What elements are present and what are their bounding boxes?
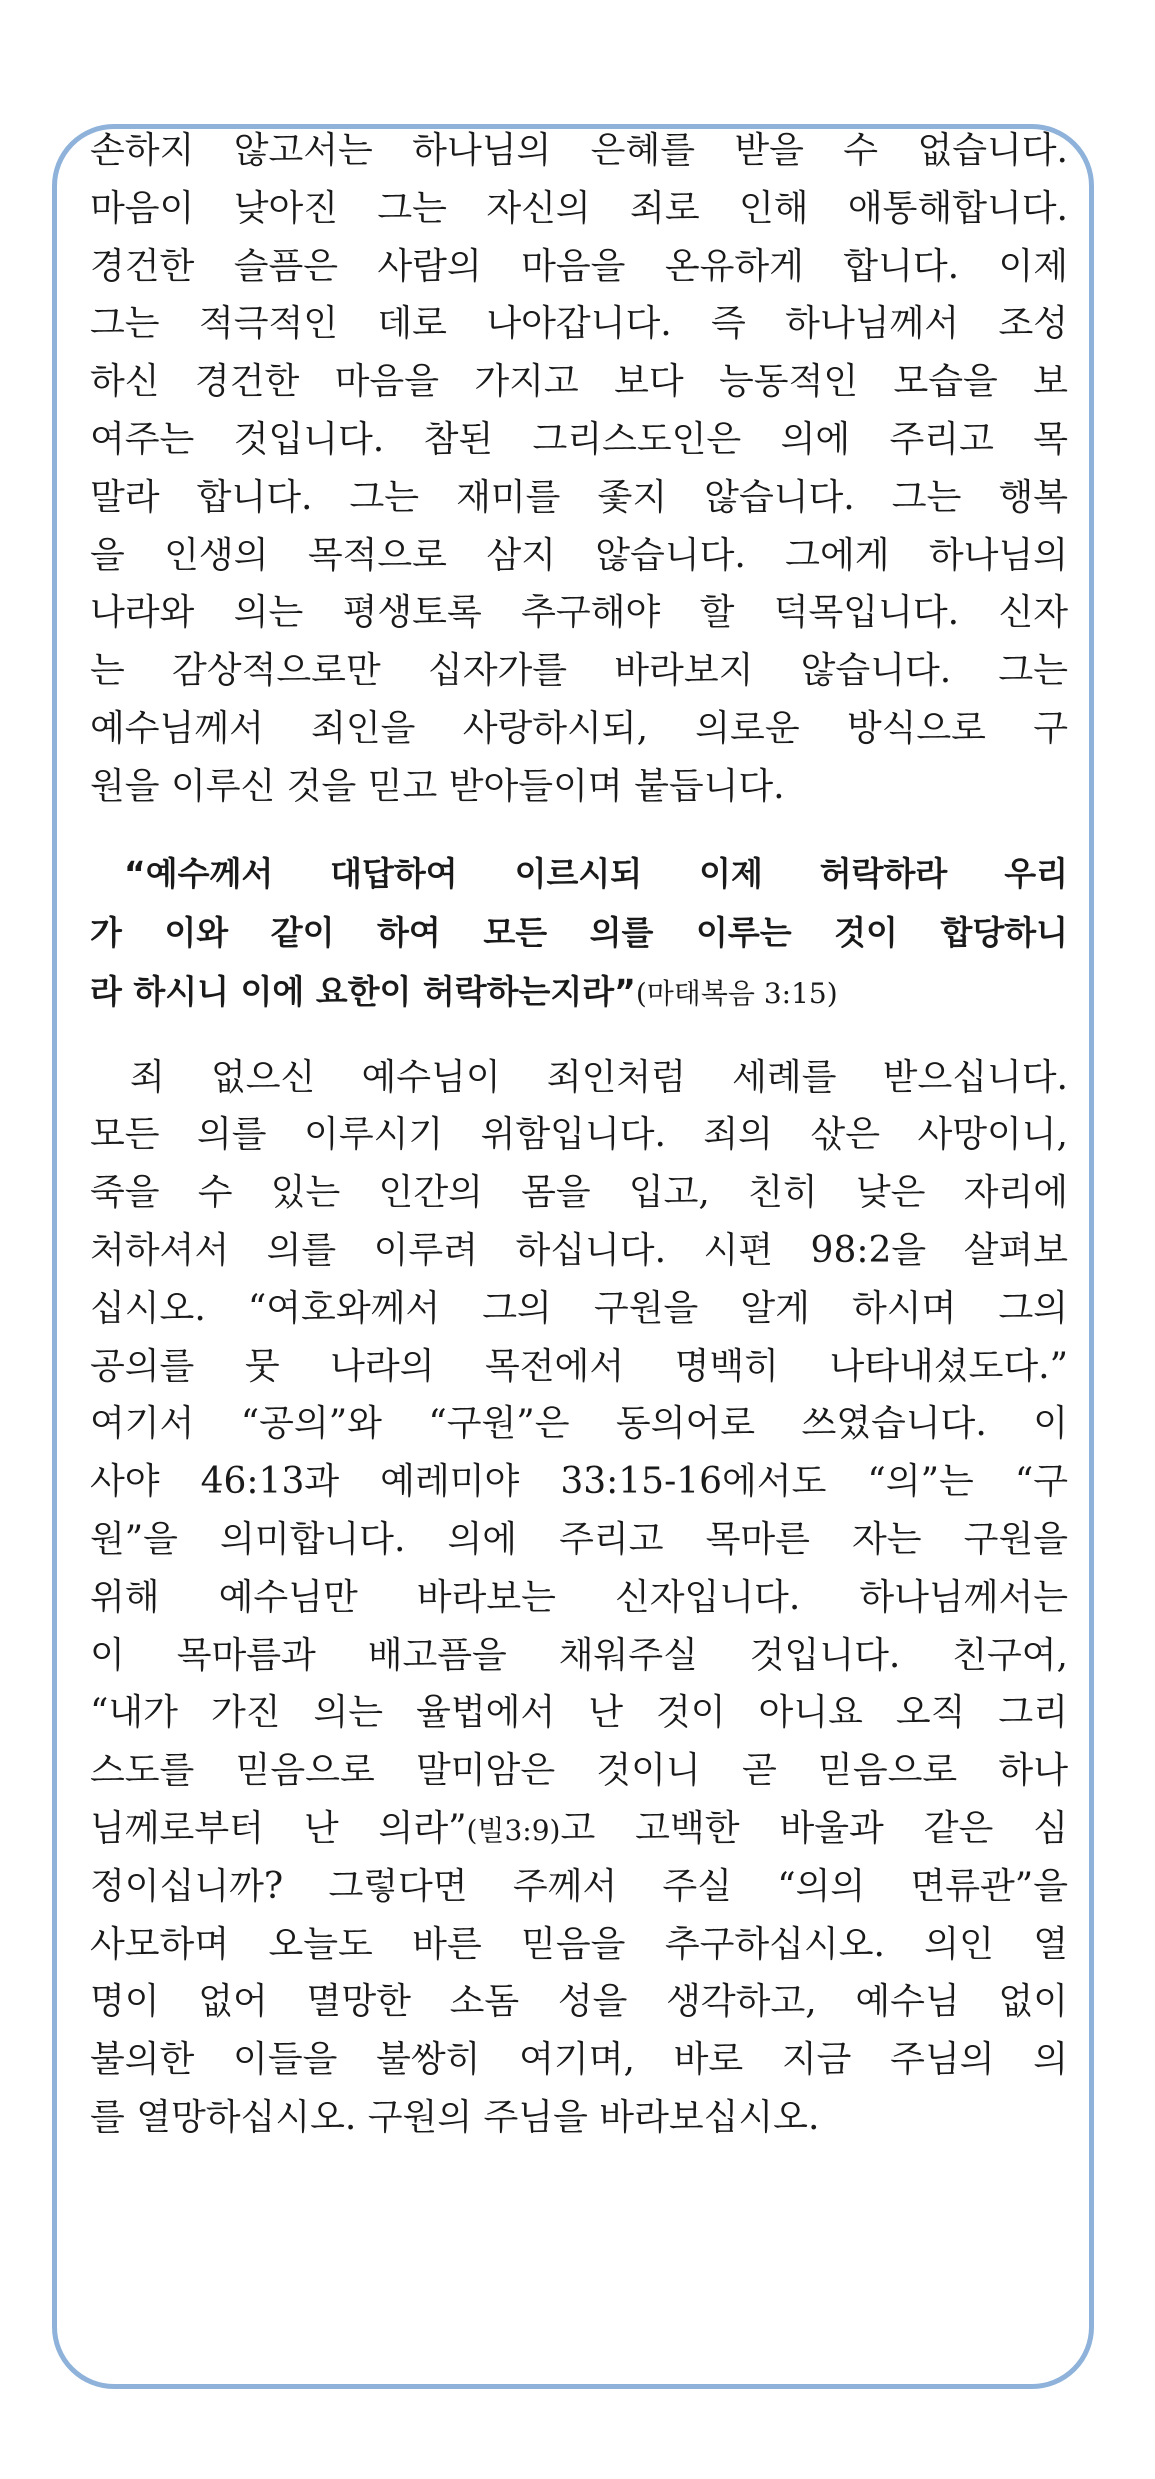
text-line: 마음이 낮아진 그는 자신의 죄로 인해 애통해합니다. (90, 187, 1068, 229)
text-line: 처하셔서 의를 이루려 하십니다. 시편 98:2을 살펴보 (90, 1229, 1068, 1271)
text-line: 하신 경건한 마음을 가지고 보다 능동적인 모습을 보 (90, 361, 1068, 403)
paragraph-1 (90, 122, 1068, 816)
text-line: 나라와 의는 평생토록 추구해야 할 덕목입니다. 신자 (90, 592, 1068, 634)
text-line: 불의한 이들을 불쌍히 여기며, 바로 지금 주님의 의 (90, 2039, 1068, 2081)
text-line: 를 열망하십시오. 구원의 주님을 바라보십시오. (90, 2096, 820, 2138)
text-line: 예수님께서 죄인을 사랑하시되, 의로운 방식으로 구 (90, 707, 1068, 749)
text-line: 그는 적극적인 데로 나아갑니다. 즉 하나님께서 조성 (90, 303, 1068, 345)
text-line: “내가 가진 의는 율법에서 난 것이 아니요 오직 그리 (90, 1692, 1068, 1734)
text-line: 모든 의를 이루시기 위함입니다. 죄의 삯은 사망이니, (90, 1114, 1068, 1156)
quote-line-last (90, 962, 1068, 1021)
quote-line: 가 이와 같이 하여 모든 의를 이루는 것이 합당하니 (90, 912, 1068, 952)
paragraph-2 (90, 1049, 1068, 2147)
text-line: 을 인생의 목적으로 삼지 않습니다. 그에게 하나님의 (90, 534, 1068, 576)
text-line: 손하지 않고서는 하나님의 은혜를 받을 수 없습니다. (90, 130, 1068, 171)
text-line: 이 목마름과 배고픔을 채워주실 것입니다. 친구여, (90, 1634, 1068, 1676)
text-before-ref: 님께로부터 난 의라” (90, 1807, 467, 1849)
text-line: 스도를 믿음으로 말미암은 것이니 곧 믿음으로 하나 (90, 1750, 1068, 1792)
text-line: 위해 예수님만 바라보는 신자입니다. 하나님께서는 (90, 1576, 1068, 1618)
text-line: 여기서 “공의”와 “구원”은 동의어로 쓰였습니다. 이 (90, 1403, 1068, 1445)
text-line: 명이 없어 멸망한 소돔 성을 생각하고, 예수님 없이 (90, 1981, 1068, 2023)
scripture-quote (90, 844, 1068, 1021)
text-line: 경건한 슬픔은 사람의 마음을 온유하게 합니다. 이제 (90, 245, 1068, 287)
text-line: 정이십니까? 그렇다면 주께서 주실 “의의 면류관”을 (90, 1865, 1068, 1907)
verse-reference: (빌3:9) (466, 1813, 561, 1847)
text-line: 말라 합니다. 그는 재미를 좇지 않습니다. 그는 행복 (90, 476, 1068, 518)
quote-line: “예수께서 대답하여 이르시되 이제 허락하라 우리 (124, 853, 1068, 893)
text-line: 죄 없으신 예수님이 죄인처럼 세례를 받으십니다. (130, 1056, 1068, 1098)
text-line: 사모하며 오늘도 바른 믿음을 추구하십시오. 의인 열 (90, 1923, 1068, 1965)
quote-reference: (마태복음 3:15) (635, 976, 838, 1010)
text-after-ref: 고 고백한 바울과 같은 심 (560, 1807, 1068, 1849)
text-line: 십시오. “여호와께서 그의 구원을 알게 하시며 그의 (90, 1287, 1068, 1329)
quote-text: 라 하시니 이에 요한이 허락하는지라” (90, 971, 636, 1011)
document-body (90, 122, 1068, 2147)
text-line: 사야 46:13과 예레미야 33:15-16에서도 “의”는 “구 (90, 1461, 1068, 1503)
text-line: 여주는 것입니다. 참된 그리스도인은 의에 주리고 목 (90, 418, 1068, 460)
text-line: 는 감상적으로만 십자가를 바라보지 않습니다. 그는 (90, 650, 1068, 692)
text-line: 죽을 수 있는 인간의 몸을 입고, 친히 낮은 자리에 (90, 1172, 1068, 1214)
text-line: 원을 이루신 것을 믿고 받아들이며 붙듭니다. (90, 765, 785, 807)
text-line: 원”을 의미합니다. 의에 주리고 목마른 자는 구원을 (90, 1518, 1068, 1560)
text-line-with-reference (90, 1800, 1068, 1858)
text-line: 공의를 뭇 나라의 목전에서 명백히 나타내셨도다.” (90, 1345, 1068, 1387)
